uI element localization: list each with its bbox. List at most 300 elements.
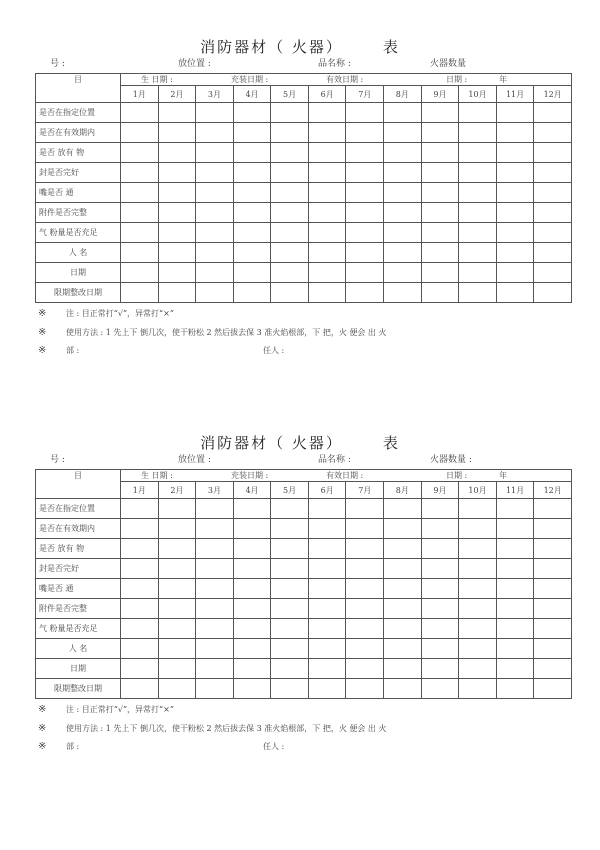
check-cell[interactable] xyxy=(121,243,159,263)
check-cell[interactable] xyxy=(196,203,234,223)
check-cell[interactable] xyxy=(121,203,159,223)
check-cell[interactable] xyxy=(158,283,196,303)
row-label: 是否在指定位置 xyxy=(36,103,121,123)
check-cell[interactable] xyxy=(346,539,384,559)
check-cell[interactable] xyxy=(384,659,422,679)
table-row xyxy=(36,243,572,263)
check-cell[interactable] xyxy=(534,243,572,263)
row-label: 气 粉量是否充足 xyxy=(36,619,121,639)
check-cell[interactable] xyxy=(233,143,271,163)
check-cell[interactable] xyxy=(271,263,309,283)
check-cell[interactable] xyxy=(496,679,534,699)
check-cell[interactable] xyxy=(534,163,572,183)
check-cell[interactable] xyxy=(459,163,497,183)
check-cell[interactable] xyxy=(158,163,196,183)
check-cell[interactable] xyxy=(158,203,196,223)
info-location: 放位置 : xyxy=(178,59,211,69)
check-cell[interactable] xyxy=(384,519,422,539)
check-cell[interactable] xyxy=(384,283,422,303)
check-cell[interactable] xyxy=(534,579,572,599)
check-cell[interactable] xyxy=(158,223,196,243)
header-dates xyxy=(121,470,572,482)
check-cell[interactable] xyxy=(121,223,159,243)
info-product-name: 品名称 : xyxy=(318,455,351,465)
header-year: 年 xyxy=(499,75,507,84)
check-cell[interactable] xyxy=(233,599,271,619)
check-cell[interactable] xyxy=(233,559,271,579)
check-cell[interactable] xyxy=(158,559,196,579)
check-cell[interactable] xyxy=(121,619,159,639)
check-cell[interactable] xyxy=(196,263,234,283)
check-cell[interactable] xyxy=(384,263,422,283)
check-cell[interactable] xyxy=(233,103,271,123)
check-cell[interactable] xyxy=(196,123,234,143)
form-title xyxy=(0,36,600,57)
check-cell[interactable] xyxy=(384,679,422,699)
check-cell[interactable] xyxy=(271,243,309,263)
check-cell[interactable] xyxy=(459,679,497,699)
check-cell[interactable] xyxy=(121,639,159,659)
check-cell[interactable] xyxy=(534,519,572,539)
check-cell[interactable] xyxy=(421,103,459,123)
check-cell[interactable] xyxy=(496,163,534,183)
table-row xyxy=(36,499,572,519)
check-cell[interactable] xyxy=(421,183,459,203)
check-cell[interactable] xyxy=(271,659,309,679)
check-cell[interactable] xyxy=(384,599,422,619)
check-cell[interactable] xyxy=(459,203,497,223)
check-cell[interactable] xyxy=(384,163,422,183)
check-cell[interactable] xyxy=(459,499,497,519)
check-cell[interactable] xyxy=(421,659,459,679)
check-cell[interactable] xyxy=(459,599,497,619)
check-cell[interactable] xyxy=(233,499,271,519)
check-cell[interactable] xyxy=(421,223,459,243)
check-cell[interactable] xyxy=(534,203,572,223)
note-text: 使用方法 : 1 先上下 倒几次，使干粉松 2 然后拔去保 3 准火焰根部，下 把，火 便会 出 火 xyxy=(66,328,387,337)
check-cell[interactable] xyxy=(346,499,384,519)
check-cell[interactable] xyxy=(346,619,384,639)
check-cell[interactable] xyxy=(271,499,309,519)
check-cell[interactable] xyxy=(384,203,422,223)
check-cell[interactable] xyxy=(308,223,346,243)
month-header: 8月 xyxy=(384,482,422,499)
check-cell[interactable] xyxy=(121,599,159,619)
check-cell[interactable] xyxy=(271,539,309,559)
check-cell[interactable] xyxy=(121,103,159,123)
month-header: 12月 xyxy=(534,482,572,499)
check-cell[interactable] xyxy=(346,579,384,599)
check-cell[interactable] xyxy=(421,579,459,599)
check-cell[interactable] xyxy=(158,599,196,619)
form-title xyxy=(0,432,600,453)
check-cell[interactable] xyxy=(271,599,309,619)
check-cell[interactable] xyxy=(384,103,422,123)
check-cell[interactable] xyxy=(196,103,234,123)
check-cell[interactable] xyxy=(346,243,384,263)
check-cell[interactable] xyxy=(233,183,271,203)
check-cell[interactable] xyxy=(534,223,572,243)
note-mark-icon: ※ xyxy=(38,327,47,338)
check-cell[interactable] xyxy=(459,143,497,163)
check-cell[interactable] xyxy=(308,203,346,223)
row-label: 附件是否完整 xyxy=(36,203,121,223)
check-cell[interactable] xyxy=(271,163,309,183)
check-cell[interactable] xyxy=(459,619,497,639)
check-cell[interactable] xyxy=(421,163,459,183)
check-cell[interactable] xyxy=(121,183,159,203)
check-cell[interactable] xyxy=(384,639,422,659)
check-cell[interactable] xyxy=(196,243,234,263)
check-cell[interactable] xyxy=(346,163,384,183)
check-cell[interactable] xyxy=(121,579,159,599)
check-cell[interactable] xyxy=(421,283,459,303)
check-cell[interactable] xyxy=(121,519,159,539)
check-cell[interactable] xyxy=(158,103,196,123)
header-refill-date: 充装日期 : xyxy=(231,75,269,84)
check-cell[interactable] xyxy=(459,243,497,263)
check-cell[interactable] xyxy=(158,499,196,519)
check-cell[interactable] xyxy=(308,499,346,519)
check-cell[interactable] xyxy=(346,679,384,699)
check-cell[interactable] xyxy=(158,519,196,539)
note-line xyxy=(38,704,174,715)
check-cell[interactable] xyxy=(121,123,159,143)
table-row xyxy=(36,263,572,283)
check-cell[interactable] xyxy=(459,539,497,559)
check-cell[interactable] xyxy=(421,599,459,619)
check-cell[interactable] xyxy=(308,243,346,263)
header-date: 日期 : xyxy=(446,471,468,480)
check-cell[interactable] xyxy=(384,123,422,143)
check-cell[interactable] xyxy=(196,559,234,579)
info-number: 号 : xyxy=(50,59,65,69)
check-cell[interactable] xyxy=(158,263,196,283)
check-cell[interactable] xyxy=(308,263,346,283)
check-cell[interactable] xyxy=(496,243,534,263)
check-cell[interactable] xyxy=(384,499,422,519)
check-cell[interactable] xyxy=(384,579,422,599)
check-cell[interactable] xyxy=(421,539,459,559)
check-cell[interactable] xyxy=(459,183,497,203)
check-cell[interactable] xyxy=(233,539,271,559)
month-header: 1月 xyxy=(121,482,159,499)
check-cell[interactable] xyxy=(308,103,346,123)
check-cell[interactable] xyxy=(271,223,309,243)
check-cell[interactable] xyxy=(496,203,534,223)
check-cell[interactable] xyxy=(233,203,271,223)
check-cell[interactable] xyxy=(196,679,234,699)
check-cell[interactable] xyxy=(121,659,159,679)
check-cell[interactable] xyxy=(158,619,196,639)
check-cell[interactable] xyxy=(196,599,234,619)
check-cell[interactable] xyxy=(346,659,384,679)
check-cell[interactable] xyxy=(421,243,459,263)
check-cell[interactable] xyxy=(534,619,572,639)
check-cell[interactable] xyxy=(459,559,497,579)
check-cell[interactable] xyxy=(196,499,234,519)
check-cell[interactable] xyxy=(158,123,196,143)
check-cell[interactable] xyxy=(158,143,196,163)
check-cell[interactable] xyxy=(421,559,459,579)
row-label: 人 名 xyxy=(36,243,121,263)
check-cell[interactable] xyxy=(384,539,422,559)
table-row xyxy=(36,539,572,559)
check-cell[interactable] xyxy=(196,619,234,639)
check-cell[interactable] xyxy=(421,203,459,223)
note-text: 注 : 目正常打“√”，异常打“×” xyxy=(66,705,174,714)
check-cell[interactable] xyxy=(271,183,309,203)
header-refill-date: 充装日期 : xyxy=(231,471,269,480)
check-cell[interactable] xyxy=(233,659,271,679)
month-header: 4月 xyxy=(233,482,271,499)
month-header: 10月 xyxy=(459,482,497,499)
check-cell[interactable] xyxy=(308,559,346,579)
month-header: 11月 xyxy=(496,86,534,103)
check-cell[interactable] xyxy=(346,203,384,223)
row-label: 是否在有效期内 xyxy=(36,123,121,143)
header-row xyxy=(36,470,572,482)
check-cell[interactable] xyxy=(534,559,572,579)
check-cell[interactable] xyxy=(421,639,459,659)
check-cell[interactable] xyxy=(158,579,196,599)
check-cell[interactable] xyxy=(496,559,534,579)
table-row xyxy=(36,163,572,183)
check-cell[interactable] xyxy=(496,263,534,283)
check-cell[interactable] xyxy=(196,143,234,163)
check-cell[interactable] xyxy=(421,679,459,699)
check-cell[interactable] xyxy=(158,539,196,559)
check-cell[interactable] xyxy=(308,619,346,639)
check-cell[interactable] xyxy=(233,619,271,639)
note-text: 使用方法 : 1 先上下 倒几次，使干粉松 2 然后拔去保 3 准火焰根部，下 把，火 便会 出 火 xyxy=(66,724,387,733)
row-label: 限期整改日期 xyxy=(36,679,121,699)
table-row xyxy=(36,283,572,303)
check-cell[interactable] xyxy=(158,639,196,659)
check-cell[interactable] xyxy=(196,579,234,599)
check-cell[interactable] xyxy=(346,519,384,539)
check-cell[interactable] xyxy=(384,183,422,203)
check-cell[interactable] xyxy=(121,263,159,283)
check-cell[interactable] xyxy=(196,519,234,539)
check-cell[interactable] xyxy=(496,659,534,679)
check-cell[interactable] xyxy=(459,103,497,123)
check-cell[interactable] xyxy=(196,659,234,679)
table-row xyxy=(36,103,572,123)
check-cell[interactable] xyxy=(346,183,384,203)
check-cell[interactable] xyxy=(384,223,422,243)
note-responsible: 任人 : xyxy=(263,346,285,355)
table-row xyxy=(36,659,572,679)
check-cell[interactable] xyxy=(308,183,346,203)
check-cell[interactable] xyxy=(308,599,346,619)
header-item: 目 xyxy=(36,74,121,103)
check-cell[interactable] xyxy=(534,499,572,519)
check-cell[interactable] xyxy=(196,639,234,659)
check-cell[interactable] xyxy=(271,619,309,639)
check-cell[interactable] xyxy=(121,283,159,303)
check-cell[interactable] xyxy=(308,539,346,559)
check-cell[interactable] xyxy=(271,283,309,303)
check-cell[interactable] xyxy=(158,243,196,263)
info-number: 号 : xyxy=(50,455,65,465)
check-cell[interactable] xyxy=(196,183,234,203)
check-cell[interactable] xyxy=(233,263,271,283)
check-cell[interactable] xyxy=(459,283,497,303)
info-quantity: 火器数量 xyxy=(430,59,467,69)
check-cell[interactable] xyxy=(534,539,572,559)
check-cell[interactable] xyxy=(534,183,572,203)
check-cell[interactable] xyxy=(196,539,234,559)
check-cell[interactable] xyxy=(308,679,346,699)
check-cell[interactable] xyxy=(346,103,384,123)
check-cell[interactable] xyxy=(459,639,497,659)
row-label: 是否在有效期内 xyxy=(36,519,121,539)
check-cell[interactable] xyxy=(121,679,159,699)
table-row xyxy=(36,599,572,619)
check-cell[interactable] xyxy=(459,579,497,599)
row-label: 附件是否完整 xyxy=(36,599,121,619)
check-cell[interactable] xyxy=(346,599,384,619)
check-cell[interactable] xyxy=(496,579,534,599)
check-cell[interactable] xyxy=(308,639,346,659)
check-cell[interactable] xyxy=(271,123,309,143)
table-row xyxy=(36,203,572,223)
check-cell[interactable] xyxy=(496,499,534,519)
check-cell[interactable] xyxy=(421,263,459,283)
check-cell[interactable] xyxy=(308,283,346,303)
check-cell[interactable] xyxy=(158,659,196,679)
check-cell[interactable] xyxy=(271,579,309,599)
check-cell[interactable] xyxy=(308,163,346,183)
check-cell[interactable] xyxy=(271,639,309,659)
check-cell[interactable] xyxy=(196,223,234,243)
check-cell[interactable] xyxy=(534,123,572,143)
header-production-date: 生 日期 : xyxy=(141,75,173,84)
check-cell[interactable] xyxy=(459,263,497,283)
check-cell[interactable] xyxy=(421,123,459,143)
check-cell[interactable] xyxy=(121,143,159,163)
note-text: 部 : xyxy=(66,346,80,355)
check-cell[interactable] xyxy=(233,283,271,303)
check-cell[interactable] xyxy=(233,163,271,183)
check-cell[interactable] xyxy=(534,263,572,283)
check-cell[interactable] xyxy=(421,499,459,519)
check-cell[interactable] xyxy=(158,183,196,203)
check-cell[interactable] xyxy=(384,243,422,263)
check-cell[interactable] xyxy=(271,143,309,163)
check-cell[interactable] xyxy=(346,223,384,243)
check-cell[interactable] xyxy=(233,123,271,143)
note-mark-icon: ※ xyxy=(38,704,47,715)
check-cell[interactable] xyxy=(459,519,497,539)
row-label: 是否 放有 物 xyxy=(36,143,121,163)
check-cell[interactable] xyxy=(534,143,572,163)
month-header: 2月 xyxy=(158,482,196,499)
check-cell[interactable] xyxy=(496,183,534,203)
check-cell[interactable] xyxy=(384,143,422,163)
check-cell[interactable] xyxy=(496,619,534,639)
check-cell[interactable] xyxy=(346,263,384,283)
check-cell[interactable] xyxy=(308,143,346,163)
check-cell[interactable] xyxy=(346,123,384,143)
check-cell[interactable] xyxy=(496,283,534,303)
check-cell[interactable] xyxy=(496,639,534,659)
check-cell[interactable] xyxy=(233,579,271,599)
month-header: 3月 xyxy=(196,86,234,103)
month-header: 6月 xyxy=(308,86,346,103)
form-title-suffix: 表 xyxy=(382,434,400,452)
check-cell[interactable] xyxy=(271,103,309,123)
check-cell[interactable] xyxy=(534,599,572,619)
check-cell[interactable] xyxy=(384,559,422,579)
check-cell[interactable] xyxy=(121,539,159,559)
check-cell[interactable] xyxy=(496,223,534,243)
check-cell[interactable] xyxy=(121,499,159,519)
month-header: 10月 xyxy=(459,86,497,103)
check-cell[interactable] xyxy=(196,163,234,183)
row-label: 是否在指定位置 xyxy=(36,499,121,519)
check-cell[interactable] xyxy=(496,123,534,143)
check-cell[interactable] xyxy=(496,103,534,123)
check-cell[interactable] xyxy=(158,679,196,699)
check-cell[interactable] xyxy=(421,619,459,639)
check-cell[interactable] xyxy=(308,123,346,143)
check-cell[interactable] xyxy=(421,143,459,163)
check-cell[interactable] xyxy=(271,679,309,699)
check-cell[interactable] xyxy=(308,659,346,679)
check-cell[interactable] xyxy=(346,639,384,659)
check-cell[interactable] xyxy=(421,519,459,539)
check-cell[interactable] xyxy=(534,283,572,303)
check-cell[interactable] xyxy=(534,103,572,123)
check-cell[interactable] xyxy=(496,599,534,619)
check-cell[interactable] xyxy=(233,223,271,243)
check-cell[interactable] xyxy=(384,619,422,639)
check-cell[interactable] xyxy=(496,143,534,163)
check-cell[interactable] xyxy=(534,679,572,699)
check-cell[interactable] xyxy=(459,123,497,143)
check-cell[interactable] xyxy=(196,283,234,303)
table-row xyxy=(36,579,572,599)
check-cell[interactable] xyxy=(233,519,271,539)
check-cell[interactable] xyxy=(233,679,271,699)
check-cell[interactable] xyxy=(121,163,159,183)
check-cell[interactable] xyxy=(534,659,572,679)
check-cell[interactable] xyxy=(233,243,271,263)
note-line xyxy=(38,327,386,338)
note-line xyxy=(38,308,174,319)
check-cell[interactable] xyxy=(233,639,271,659)
check-cell[interactable] xyxy=(459,223,497,243)
check-cell[interactable] xyxy=(496,539,534,559)
check-cell[interactable] xyxy=(496,519,534,539)
check-cell[interactable] xyxy=(534,639,572,659)
check-cell[interactable] xyxy=(308,579,346,599)
check-cell[interactable] xyxy=(459,659,497,679)
check-cell[interactable] xyxy=(271,519,309,539)
header-production-date: 生 日期 : xyxy=(141,471,173,480)
month-header: 9月 xyxy=(421,86,459,103)
check-cell[interactable] xyxy=(346,559,384,579)
check-cell[interactable] xyxy=(346,143,384,163)
check-cell[interactable] xyxy=(121,559,159,579)
check-cell[interactable] xyxy=(346,283,384,303)
check-cell[interactable] xyxy=(308,519,346,539)
check-cell[interactable] xyxy=(271,203,309,223)
check-cell[interactable] xyxy=(271,559,309,579)
row-label: 封是否完好 xyxy=(36,559,121,579)
